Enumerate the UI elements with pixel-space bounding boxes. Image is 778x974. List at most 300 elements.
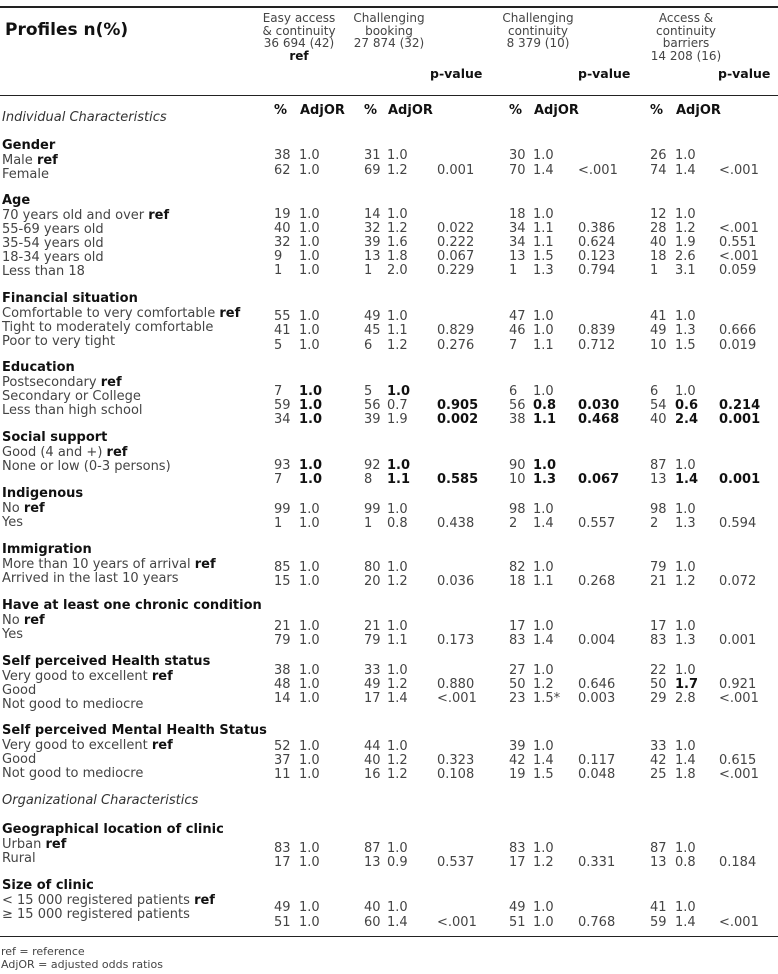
adjor-cell: 1.4 bbox=[675, 753, 696, 768]
table-rule bbox=[0, 95, 778, 96]
adjor-cell: 0.9 bbox=[387, 855, 408, 870]
adjor-cell: 1.4 bbox=[387, 915, 408, 930]
percent-cell: 2 bbox=[650, 516, 659, 531]
reference-marker: ref bbox=[106, 445, 128, 460]
adjor-cell: 1.1 bbox=[533, 221, 554, 236]
category-label bbox=[2, 893, 215, 908]
percent-cell: 6 bbox=[509, 384, 518, 399]
p-value-cell: <.001 bbox=[719, 915, 759, 930]
percent-cell: 39 bbox=[509, 739, 526, 754]
percent-cell: 37 bbox=[274, 753, 291, 768]
percent-cell: 49 bbox=[509, 900, 526, 915]
reference-marker: ref bbox=[148, 208, 170, 223]
percent-cell: 18 bbox=[509, 574, 526, 589]
category-text: Urban bbox=[2, 837, 42, 852]
p-value-cell: 0.438 bbox=[437, 516, 475, 531]
adjor-cell: 1.0 bbox=[533, 841, 554, 856]
category-text: Good (4 and +) bbox=[2, 445, 103, 460]
adjor-cell: 1.0 bbox=[675, 502, 696, 517]
percent-cell: 17 bbox=[509, 619, 526, 634]
adjor-cell: 1.0 bbox=[299, 235, 320, 250]
adjor-cell: 1.2 bbox=[387, 574, 408, 589]
p-value-cell: 0.072 bbox=[719, 574, 757, 589]
adjor-cell: 1.5 bbox=[675, 338, 696, 353]
percent-cell: 74 bbox=[650, 163, 667, 178]
adjor-cell: 1.0 bbox=[299, 753, 320, 768]
adjor-cell: 1.0 bbox=[299, 574, 320, 589]
variable-name: Self perceived Mental Health Status bbox=[2, 723, 267, 738]
percent-cell: 47 bbox=[509, 309, 526, 324]
table-rule bbox=[0, 6, 778, 8]
p-value-cell: 0.019 bbox=[719, 338, 757, 353]
p-value-cell: 0.048 bbox=[578, 767, 616, 782]
category-label bbox=[2, 334, 115, 349]
category-text: Male bbox=[2, 153, 33, 168]
p-value-cell: 0.229 bbox=[437, 263, 475, 278]
category-text: Comfortable to very comfortable bbox=[2, 306, 216, 321]
percent-cell: 22 bbox=[650, 663, 667, 678]
percent-cell: 99 bbox=[274, 502, 291, 517]
percent-cell: 56 bbox=[509, 398, 526, 413]
category-text: Less than high school bbox=[2, 403, 143, 418]
p-value-header: p-value bbox=[718, 66, 771, 81]
percent-cell: 13 bbox=[650, 855, 667, 870]
p-value-cell: 0.615 bbox=[719, 753, 757, 768]
column-header-line: Challenging bbox=[502, 11, 574, 25]
adjor-cell: 1.0 bbox=[533, 502, 554, 517]
adjor-cell: 1.0 bbox=[299, 148, 320, 163]
adjor-cell: 1.1 bbox=[387, 472, 411, 487]
p-value-cell: <.001 bbox=[719, 249, 759, 264]
column-header-line: & continuity bbox=[262, 23, 336, 38]
adjor-cell: 1.0 bbox=[675, 663, 696, 678]
adjor-cell: 1.2 bbox=[387, 677, 408, 692]
percent-cell: 32 bbox=[274, 235, 291, 250]
percent-cell: 99 bbox=[364, 502, 381, 517]
adjor-cell: 1.0 bbox=[299, 338, 320, 353]
percent-cell: 21 bbox=[364, 619, 381, 634]
category-text: Arrived in the last 10 years bbox=[2, 571, 179, 586]
percent-cell: 38 bbox=[274, 663, 291, 678]
p-value-cell: 0.905 bbox=[437, 398, 479, 413]
reference-marker: ref bbox=[36, 153, 58, 168]
column-header-line: Challenging bbox=[353, 11, 425, 25]
percent-cell: 19 bbox=[274, 207, 291, 222]
p-value-cell: 0.002 bbox=[437, 412, 479, 427]
column-header-line: Access & bbox=[658, 11, 714, 25]
variable-name: Age bbox=[2, 193, 31, 208]
p-value-cell: 0.059 bbox=[719, 263, 757, 278]
percent-cell: 25 bbox=[650, 767, 667, 782]
percent-cell: 59 bbox=[650, 915, 667, 930]
p-value-cell: <.001 bbox=[719, 767, 759, 782]
category-text: ≥ 15 000 registered patients bbox=[2, 907, 190, 922]
adjor-cell: 1.2 bbox=[533, 677, 554, 692]
category-text: More than 10 years of arrival bbox=[2, 557, 191, 572]
p-value-cell: 0.001 bbox=[719, 412, 761, 427]
adjor-header: AdjOR bbox=[676, 103, 721, 118]
percent-cell: 10 bbox=[650, 338, 667, 353]
adjor-cell: 1.0 bbox=[299, 633, 320, 648]
category-label bbox=[2, 306, 240, 321]
adjor-cell: 1.0 bbox=[387, 663, 408, 678]
p-value-cell: <.001 bbox=[437, 691, 477, 706]
percent-cell: 42 bbox=[650, 753, 667, 768]
adjor-cell: 1.4 bbox=[675, 472, 699, 487]
percent-cell: 83 bbox=[650, 633, 667, 648]
category-text: Very good to excellent bbox=[2, 669, 148, 684]
column-header bbox=[329, 12, 449, 50]
percent-cell: 7 bbox=[274, 384, 283, 399]
adjor-cell: 1.1 bbox=[387, 323, 408, 338]
percent-cell: 23 bbox=[509, 691, 526, 706]
category-label bbox=[2, 153, 58, 168]
percent-cell: 20 bbox=[364, 574, 381, 589]
p-value-cell: 0.184 bbox=[719, 855, 757, 870]
percent-cell: 1 bbox=[274, 516, 283, 531]
p-value-cell: 0.666 bbox=[719, 323, 757, 338]
adjor-cell: 1.0 bbox=[299, 309, 320, 324]
adjor-cell: 0.6 bbox=[675, 398, 699, 413]
category-text: 18-34 years old bbox=[2, 250, 104, 265]
adjor-cell: 1.0 bbox=[299, 207, 320, 222]
column-header-line: 14 208 (16) bbox=[650, 48, 722, 63]
percent-cell: 83 bbox=[274, 841, 291, 856]
category-text: 55-69 years old bbox=[2, 222, 104, 237]
percent-cell: 79 bbox=[650, 560, 667, 575]
variable-name: Geographical location of clinic bbox=[2, 822, 224, 837]
category-label bbox=[2, 375, 122, 390]
adjor-cell: 1.2 bbox=[675, 221, 696, 236]
percent-cell: 48 bbox=[274, 677, 291, 692]
percent-cell: 13 bbox=[509, 249, 526, 264]
percent-cell: 59 bbox=[274, 398, 291, 413]
adjor-header: AdjOR bbox=[534, 103, 579, 118]
adjor-cell: 1.0 bbox=[675, 560, 696, 575]
category-label bbox=[2, 697, 143, 712]
p-value-cell: 0.768 bbox=[578, 915, 616, 930]
percent-cell: 21 bbox=[650, 574, 667, 589]
adjor-cell: 1.4 bbox=[533, 753, 554, 768]
percent-cell: 28 bbox=[650, 221, 667, 236]
adjor-cell: 0.8 bbox=[533, 398, 557, 413]
adjor-header: AdjOR bbox=[300, 103, 345, 118]
adjor-cell: 1.3 bbox=[675, 323, 696, 338]
percent-cell: 41 bbox=[650, 900, 667, 915]
percent-cell: 49 bbox=[364, 677, 381, 692]
adjor-cell: 1.0 bbox=[533, 207, 554, 222]
percent-cell: 2 bbox=[509, 516, 518, 531]
p-value-cell: 0.003 bbox=[578, 691, 616, 706]
percent-cell: 34 bbox=[274, 412, 291, 427]
percent-cell: 15 bbox=[274, 574, 291, 589]
adjor-cell: 1.0 bbox=[299, 663, 320, 678]
percent-cell: 32 bbox=[364, 221, 381, 236]
reference-marker: ref bbox=[219, 306, 241, 321]
p-value-cell: <.001 bbox=[719, 221, 759, 236]
table-rule bbox=[0, 936, 778, 937]
percent-cell: 17 bbox=[509, 855, 526, 870]
adjor-cell: 1.3 bbox=[675, 633, 696, 648]
adjor-cell: 1.8 bbox=[387, 249, 408, 264]
category-label bbox=[2, 613, 45, 628]
adjor-cell: 1.0 bbox=[299, 841, 320, 856]
percent-cell: 56 bbox=[364, 398, 381, 413]
adjor-cell: 1.0 bbox=[675, 309, 696, 324]
adjor-cell: 1.5 bbox=[533, 249, 554, 264]
section-label-organizational: Organizational Characteristics bbox=[2, 793, 199, 808]
category-label bbox=[2, 208, 169, 223]
category-label bbox=[2, 557, 216, 572]
p-value-cell: 0.921 bbox=[719, 677, 757, 692]
percent-cell: 21 bbox=[274, 619, 291, 634]
percent-cell: 13 bbox=[650, 472, 667, 487]
percent-cell: 31 bbox=[364, 148, 381, 163]
adjor-cell: 1.4 bbox=[387, 691, 408, 706]
percent-cell: 12 bbox=[650, 207, 667, 222]
p-value-cell: 0.001 bbox=[719, 633, 757, 648]
p-value-cell: 0.117 bbox=[578, 753, 616, 768]
adjor-cell: 1.0 bbox=[387, 841, 408, 856]
category-label bbox=[2, 683, 36, 698]
percent-cell: 52 bbox=[274, 739, 291, 754]
percent-cell: 5 bbox=[364, 384, 373, 399]
p-value-header: p-value bbox=[578, 66, 631, 81]
adjor-cell: 1.5 bbox=[533, 767, 554, 782]
adjor-cell: 1.3 bbox=[675, 516, 696, 531]
percent-cell: 13 bbox=[364, 249, 381, 264]
p-value-cell: 0.323 bbox=[437, 753, 475, 768]
percent-cell: 18 bbox=[650, 249, 667, 264]
reference-marker: ref bbox=[289, 48, 309, 63]
percent-cell: 87 bbox=[650, 841, 667, 856]
category-label bbox=[2, 459, 171, 474]
variable-name: Self perceived Health status bbox=[2, 654, 211, 669]
variable-name: Have at least one chronic condition bbox=[2, 598, 262, 613]
adjor-cell: 1.9 bbox=[675, 235, 696, 250]
percent-cell: 83 bbox=[509, 633, 526, 648]
reference-marker: ref bbox=[100, 375, 122, 390]
percent-cell: 27 bbox=[509, 663, 526, 678]
column-header bbox=[478, 12, 598, 50]
adjor-cell: 1.1 bbox=[533, 412, 557, 427]
reference-marker: ref bbox=[45, 837, 67, 852]
percent-cell: 70 bbox=[509, 163, 526, 178]
percent-cell: 39 bbox=[364, 235, 381, 250]
adjor-cell: 1.0 bbox=[387, 458, 411, 473]
percent-cell: 44 bbox=[364, 739, 381, 754]
percent-cell: 40 bbox=[650, 412, 667, 427]
adjor-cell: 1.2 bbox=[675, 574, 696, 589]
percent-cell: 41 bbox=[274, 323, 291, 338]
category-label bbox=[2, 669, 173, 684]
section-label-individual: Individual Characteristics bbox=[2, 110, 167, 125]
category-label bbox=[2, 907, 190, 922]
percent-cell: 40 bbox=[274, 221, 291, 236]
adjor-cell: 1.0 bbox=[533, 560, 554, 575]
p-value-cell: 0.001 bbox=[719, 472, 761, 487]
percent-cell: 16 bbox=[364, 767, 381, 782]
percent-cell: 92 bbox=[364, 458, 381, 473]
adjor-cell: 1.0 bbox=[299, 472, 323, 487]
percent-cell: 26 bbox=[650, 148, 667, 163]
category-text: Yes bbox=[2, 515, 23, 530]
category-text: Not good to mediocre bbox=[2, 766, 144, 781]
adjor-cell: 1.0 bbox=[533, 915, 554, 930]
adjor-cell: 1.0 bbox=[299, 739, 320, 754]
column-header-line: booking bbox=[365, 23, 413, 38]
adjor-cell: 1.1 bbox=[533, 338, 554, 353]
adjor-cell: 1.0 bbox=[387, 560, 408, 575]
percent-cell: 51 bbox=[509, 915, 526, 930]
adjor-cell: 1.0 bbox=[299, 855, 320, 870]
adjor-cell: 1.0 bbox=[533, 900, 554, 915]
p-value-cell: 0.123 bbox=[578, 249, 616, 264]
p-value-cell: 0.585 bbox=[437, 472, 479, 487]
adjor-cell: 2.8 bbox=[675, 691, 696, 706]
category-label bbox=[2, 738, 173, 753]
percent-cell: 1 bbox=[364, 516, 373, 531]
p-value-cell: 0.331 bbox=[578, 855, 616, 870]
percent-cell: 39 bbox=[364, 412, 381, 427]
percent-header: % bbox=[650, 103, 664, 118]
percent-cell: 11 bbox=[274, 767, 291, 782]
adjor-cell: 1.0 bbox=[387, 309, 408, 324]
adjor-cell: 1.0 bbox=[299, 323, 320, 338]
adjor-cell: 1.0 bbox=[675, 384, 696, 399]
p-value-cell: 0.880 bbox=[437, 677, 475, 692]
column-header-line: Easy access bbox=[262, 11, 336, 25]
category-label bbox=[2, 389, 141, 404]
category-label bbox=[2, 851, 36, 866]
adjor-cell: 1.4 bbox=[675, 163, 696, 178]
reference-marker: ref bbox=[194, 557, 216, 572]
category-text: Postsecondary bbox=[2, 375, 97, 390]
p-value-cell: 0.030 bbox=[578, 398, 620, 413]
percent-cell: 29 bbox=[650, 691, 667, 706]
adjor-cell: 1.0 bbox=[675, 900, 696, 915]
category-text: 70 years old and over bbox=[2, 208, 145, 223]
p-value-cell: 0.712 bbox=[578, 338, 616, 353]
adjor-cell: 1.0 bbox=[299, 249, 320, 264]
p-value-cell: <.001 bbox=[719, 691, 759, 706]
percent-cell: 19 bbox=[509, 767, 526, 782]
adjor-cell: 1.0 bbox=[299, 458, 323, 473]
percent-cell: 40 bbox=[364, 900, 381, 915]
adjor-cell: 1.3 bbox=[533, 263, 554, 278]
p-value-cell: 0.108 bbox=[437, 767, 475, 782]
percent-cell: 85 bbox=[274, 560, 291, 575]
adjor-cell: 1.2 bbox=[387, 753, 408, 768]
percent-header: % bbox=[274, 103, 288, 118]
category-label bbox=[2, 571, 179, 586]
category-text: Good bbox=[2, 683, 37, 698]
percent-cell: 79 bbox=[274, 633, 291, 648]
adjor-cell: 1.0 bbox=[675, 458, 696, 473]
p-value-cell: 0.624 bbox=[578, 235, 616, 250]
category-label bbox=[2, 752, 36, 767]
percent-cell: 50 bbox=[650, 677, 667, 692]
percent-cell: 90 bbox=[509, 458, 526, 473]
percent-cell: 14 bbox=[274, 691, 291, 706]
adjor-cell: 1.4 bbox=[533, 516, 554, 531]
adjor-cell: 1.0 bbox=[533, 619, 554, 634]
percent-cell: 69 bbox=[364, 163, 381, 178]
adjor-cell: 1.0 bbox=[299, 221, 320, 236]
column-header bbox=[626, 12, 746, 62]
category-text: No bbox=[2, 501, 20, 516]
adjor-cell: 1.2 bbox=[533, 855, 554, 870]
category-label bbox=[2, 501, 45, 516]
percent-cell: 62 bbox=[274, 163, 291, 178]
adjor-cell: 1.4 bbox=[675, 915, 696, 930]
percent-cell: 1 bbox=[509, 263, 518, 278]
percent-cell: 5 bbox=[274, 338, 283, 353]
adjor-cell: 1.0 bbox=[299, 412, 323, 427]
percent-cell: 87 bbox=[650, 458, 667, 473]
category-label bbox=[2, 403, 143, 418]
adjor-cell: 1.0 bbox=[387, 502, 408, 517]
percent-cell: 49 bbox=[364, 309, 381, 324]
percent-cell: 82 bbox=[509, 560, 526, 575]
category-text: None or low (0-3 persons) bbox=[2, 459, 171, 474]
reference-marker: ref bbox=[194, 893, 215, 908]
adjor-cell: 1.0 bbox=[675, 619, 696, 634]
adjor-cell: 1.0 bbox=[533, 739, 554, 754]
percent-cell: 7 bbox=[509, 338, 518, 353]
percent-cell: 30 bbox=[509, 148, 526, 163]
adjor-cell: 1.0 bbox=[533, 148, 554, 163]
category-text: Very good to excellent bbox=[2, 738, 148, 753]
percent-cell: 41 bbox=[650, 309, 667, 324]
category-text: Good bbox=[2, 752, 37, 767]
percent-cell: 6 bbox=[364, 338, 373, 353]
category-text: Rural bbox=[2, 851, 36, 866]
percent-cell: 34 bbox=[509, 235, 526, 250]
adjor-cell: 1.0 bbox=[299, 900, 320, 915]
p-value-cell: 0.036 bbox=[437, 574, 475, 589]
adjor-cell: 0.7 bbox=[387, 398, 408, 413]
category-text: Less than 18 bbox=[2, 264, 85, 279]
percent-cell: 17 bbox=[274, 855, 291, 870]
adjor-cell: 1.0 bbox=[675, 148, 696, 163]
percent-cell: 34 bbox=[509, 221, 526, 236]
adjor-cell: 1.0 bbox=[299, 767, 320, 782]
percent-cell: 7 bbox=[274, 472, 283, 487]
category-text: Female bbox=[2, 167, 50, 182]
p-value-cell: <.001 bbox=[719, 163, 759, 178]
p-value-cell: 0.067 bbox=[578, 472, 620, 487]
category-label bbox=[2, 837, 66, 852]
percent-cell: 42 bbox=[509, 753, 526, 768]
reference-marker: ref bbox=[151, 669, 173, 684]
percent-cell: 18 bbox=[509, 207, 526, 222]
p-value-cell: 0.551 bbox=[719, 235, 757, 250]
p-value-cell: 0.829 bbox=[437, 323, 475, 338]
percent-cell: 38 bbox=[509, 412, 526, 427]
category-label bbox=[2, 236, 104, 251]
category-text: 35-54 years old bbox=[2, 236, 104, 251]
percent-cell: 1 bbox=[274, 263, 283, 278]
adjor-cell: 2.4 bbox=[675, 412, 699, 427]
percent-cell: 6 bbox=[650, 384, 659, 399]
adjor-cell: 1.0 bbox=[533, 384, 554, 399]
p-value-cell: 0.646 bbox=[578, 677, 616, 692]
variable-name: Social support bbox=[2, 430, 108, 445]
adjor-cell: 0.8 bbox=[675, 855, 696, 870]
percent-cell: 93 bbox=[274, 458, 291, 473]
adjor-cell: 2.0 bbox=[387, 263, 408, 278]
